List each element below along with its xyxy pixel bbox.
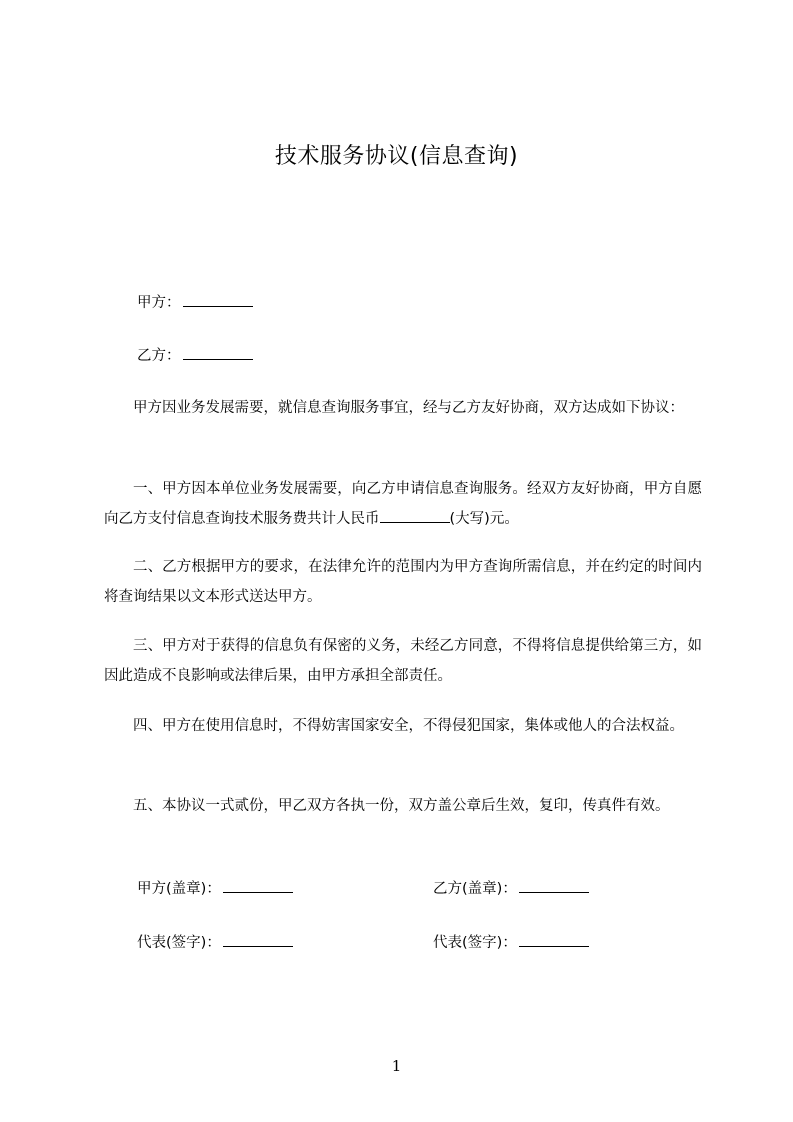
- party-a-line: [137, 292, 253, 313]
- party-a-rep-line: [137, 932, 293, 953]
- party-b-rep-line: [433, 932, 589, 953]
- clause-1-text-after: (大写)元。: [449, 511, 519, 527]
- clause-1: [104, 474, 702, 534]
- intro-paragraph: 甲方因业务发展需要，就信息查询服务事宜，经与乙方友好协商，双方达成如下协议：: [133, 400, 684, 416]
- party-b-blank: [183, 345, 253, 360]
- party-b-seal-blank: [519, 878, 589, 893]
- party-a-seal-blank: [223, 878, 293, 893]
- page-number: 1: [391, 1057, 402, 1075]
- party-b-line: [137, 345, 253, 366]
- clause-3: 三、甲方对于获得的信息负有保密的义务，未经乙方同意，不得将信息提供给第三方，如因此造成不良影响或法律后果，由甲方承担全部责任。: [104, 638, 702, 684]
- party-b-seal-label: 乙方(盖章)：: [433, 881, 517, 897]
- clause-5: 五、本协议一式贰份，甲乙双方各执一份，双方盖公章后生效，复印，传真件有效。: [133, 798, 670, 814]
- party-a-seal-label: 甲方(盖章)：: [137, 881, 221, 897]
- party-a-rep-blank: [223, 932, 293, 947]
- party-b-label: 乙方：: [137, 348, 181, 364]
- party-a-blank: [183, 292, 253, 307]
- party-a-label: 甲方：: [137, 295, 181, 311]
- party-b-seal-line: [433, 878, 589, 899]
- party-b-rep-label: 代表(签字)：: [433, 935, 517, 951]
- party-a-rep-label: 代表(签字)：: [137, 935, 221, 951]
- fee-amount-blank: [380, 508, 450, 523]
- party-b-rep-blank: [519, 932, 589, 947]
- clause-1-text-before: 一、甲方因本单位业务发展需要，向乙方申请信息查询服务。经双方友好协商，甲方自愿向乙方支付信息查询技术服务费共计人民币: [104, 481, 702, 527]
- clause-2: 二、乙方根据甲方的要求，在法律允许的范围内为甲方查询所需信息，并在约定的时间内将查询结果以文本形式送达甲方。: [104, 559, 702, 605]
- document-title: 技术服务协议(信息查询): [274, 144, 519, 169]
- clause-4: 四、甲方在使用信息时，不得妨害国家安全，不得侵犯国家，集体或他人的合法权益。: [133, 718, 684, 734]
- party-a-seal-line: [137, 878, 293, 899]
